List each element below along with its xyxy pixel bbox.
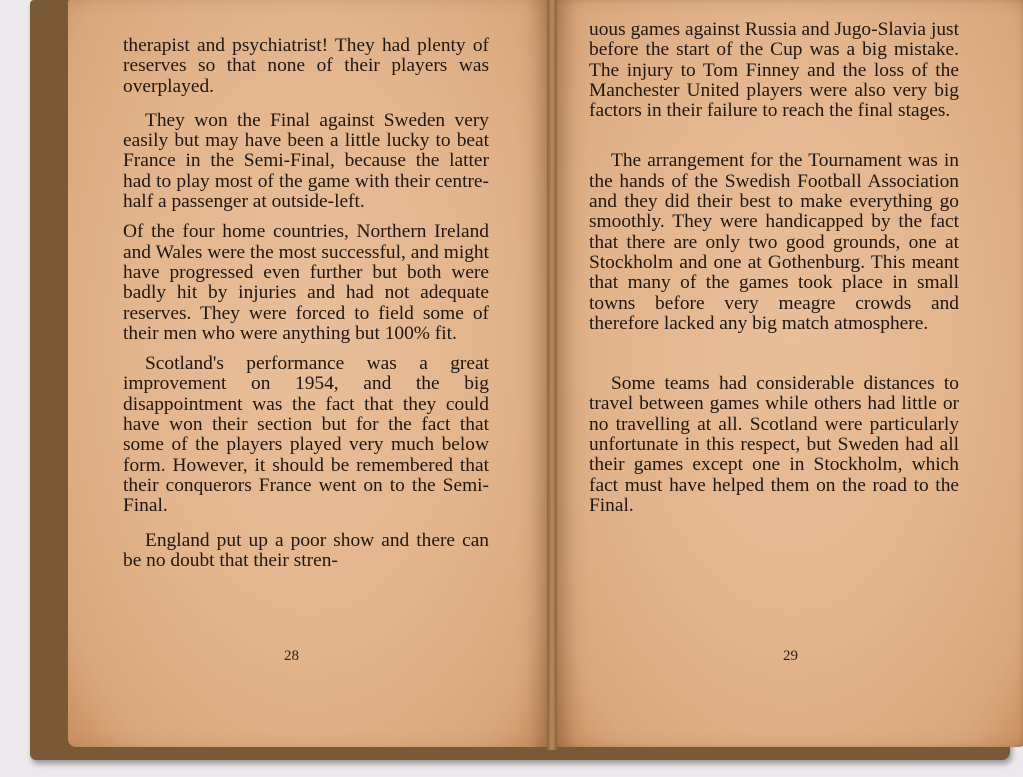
book-spine-gutter <box>547 0 557 750</box>
right-page <box>555 0 1023 747</box>
left-page-text <box>123 36 489 571</box>
left-page <box>68 0 550 747</box>
paragraph: They won the Final against Sweden very easily but may have been a little lucky to beat France in the Semi-Final, because the latter had to play most of the game with their centre-half a passenger at outside-left. <box>123 109 489 213</box>
page-number: 28 <box>284 648 299 664</box>
paragraph: England put up a poor show and there can be no doubt that their stren- <box>123 529 489 571</box>
paragraph: Scotland's performance was a great improvement on 1954, and the big disappointment was the fact that they could have won their section but for the fact that some of the players played very much below form. However, it should be remembered that their conquerors France went on to the Semi-Final. <box>123 353 489 517</box>
open-book <box>30 0 1010 760</box>
page-number: 29 <box>783 648 798 664</box>
paragraph: therapist and psychiatrist! They had plenty of reserves so that none of their players was overplayed. <box>123 35 489 97</box>
paragraph: Some teams had considerable distances to travel between games while others had little or no travelling at all. Scotland were particularly unfortunate in this respect, but Sweden had all their games except one in Stockholm, which fact must have helped them on the road to the Final. <box>589 373 959 516</box>
paragraph: uous games against Russia and Jugo-Slavia just before the start of the Cup was a big mistake. The injury to Tom Finney and the loss of the Manchester United players were also very big factors in their failure to reach the final stages. <box>589 19 959 122</box>
paragraph: The arrangement for the Tournament was in the hands of the Swedish Football Association and they did their best to make everything go smoothly. They were handicapped by the fact that there are only two good grounds, one at Stockholm and one at Gothenburg. This meant that many of the games took place in small towns before very meagre crowds and therefore lacked any big match atmosphere. <box>589 150 959 334</box>
paragraph: Of the four home countries, Northern Ireland and Wales were the most successful, and might have progressed even further but both were badly hit by injuries and had not adequate reserves. They were forced to field some of their men who were anything but 100% fit. <box>123 221 489 344</box>
right-page-text <box>589 20 959 516</box>
